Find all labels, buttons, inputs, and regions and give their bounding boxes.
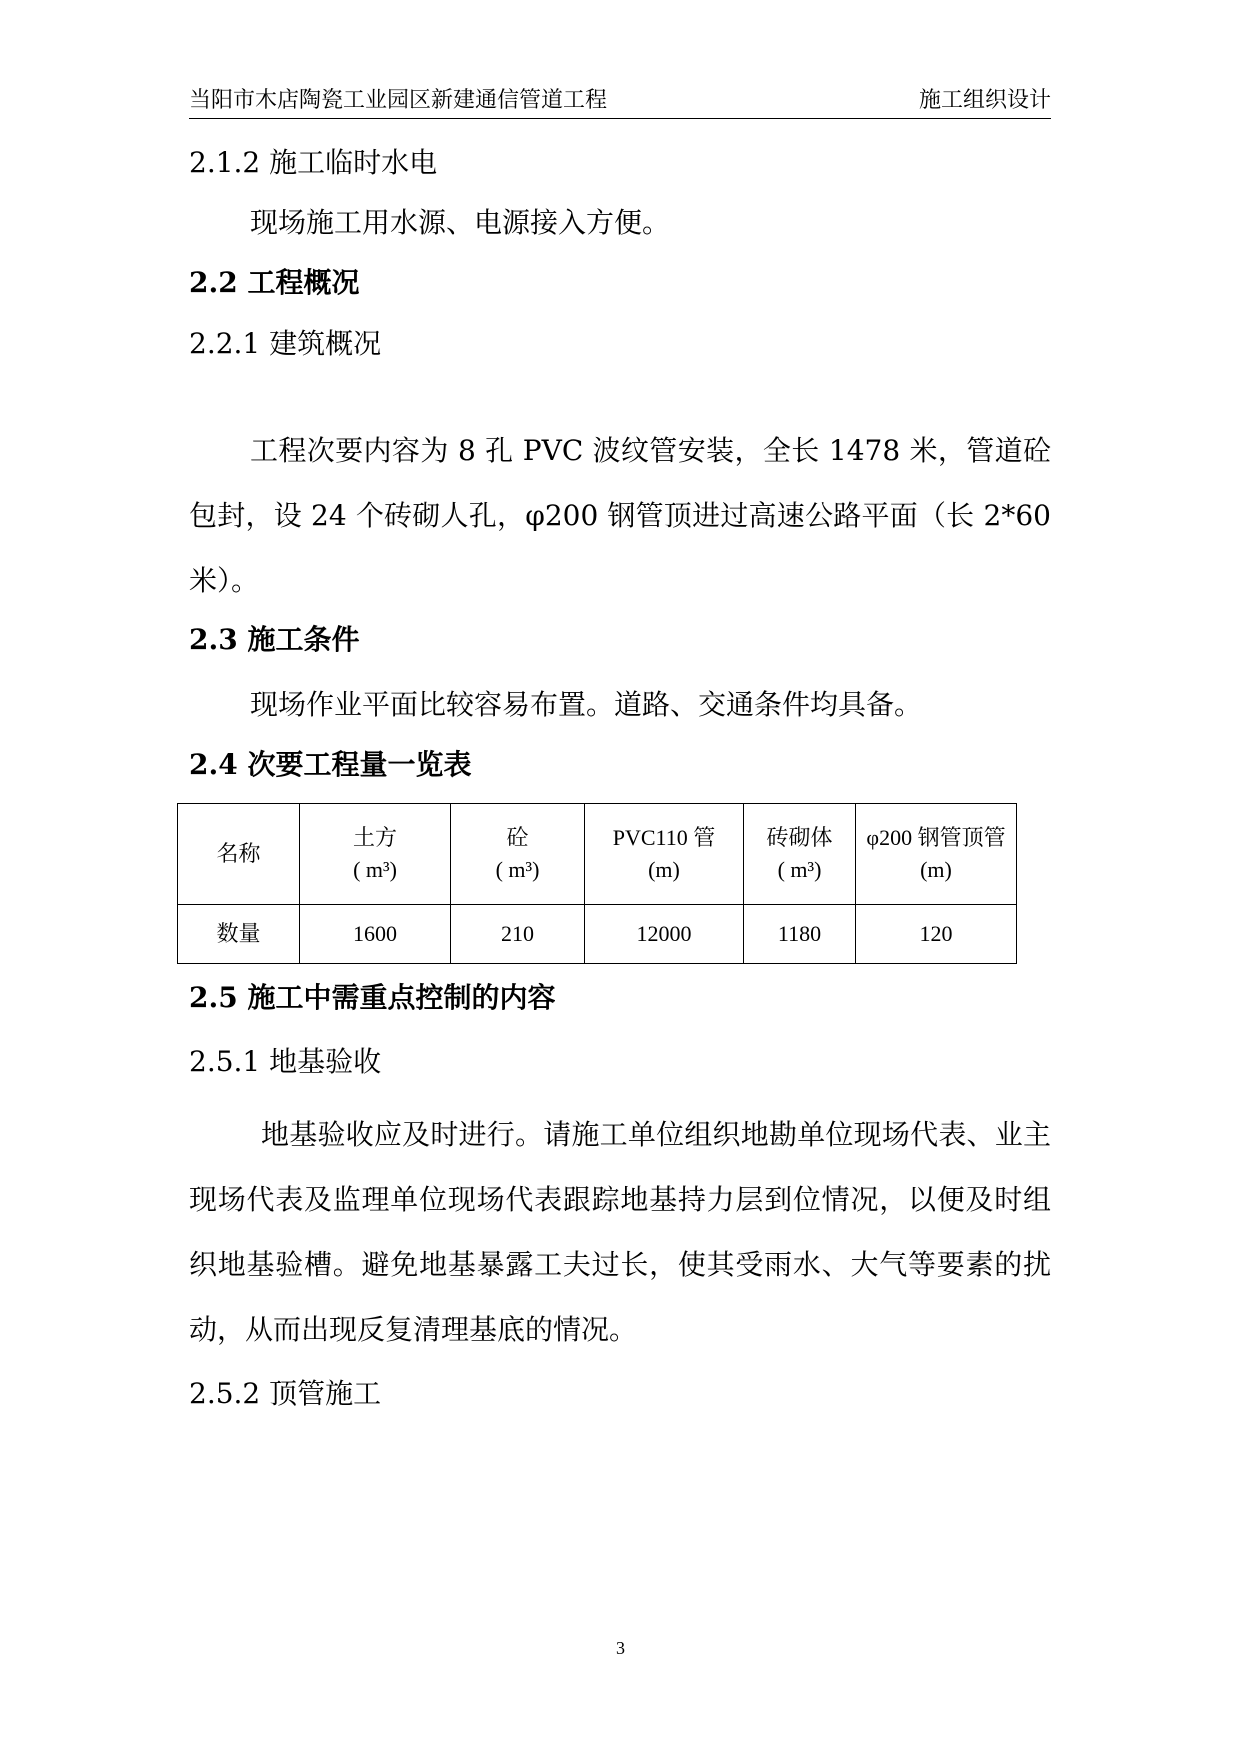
heading-2-3: 2.3 施工条件 <box>189 623 360 656</box>
table-header-cell: PVC110 管 (m) <box>585 804 744 905</box>
table-cell: 1600 <box>300 905 451 964</box>
table-header-cell: 砖砌体 ( m³) <box>744 804 856 905</box>
heading-2-4: 2.4 次要工程量一览表 <box>189 748 472 781</box>
quantity-table <box>177 803 1017 964</box>
paragraph-2-5-1: 地基验收应及时进行。请施工单位组织地勘单位现场代表、业主现场代表及监理单位现场代表跟踪地基持力层到位情况，以便及时组织地基验槽。避免地基暴露工夫过长，使其受雨水、大气等要素的扰动，从而出现反复清理基底的情况。 <box>189 1118 1051 1346</box>
page-header <box>189 84 1051 119</box>
page-number: 3 <box>616 1638 625 1658</box>
heading-2-5: 2.5 施工中需重点控制的内容 <box>189 981 556 1014</box>
table-cell: 1180 <box>744 905 856 964</box>
table-header-row <box>178 804 1017 905</box>
heading-2-2: 2.2 工程概况 <box>189 266 360 299</box>
table-cell: 120 <box>856 905 1017 964</box>
table-header-cell: 土方 ( m³) <box>300 804 451 905</box>
table-header-cell: φ200 钢管顶管 (m) <box>856 804 1017 905</box>
table-row <box>178 905 1017 964</box>
paragraph-2-3: 现场作业平面比较容易布置。道路、交通条件均具备。 <box>250 688 923 721</box>
header-project-title: 当阳市木店陶瓷工业园区新建通信管道工程 <box>189 88 608 113</box>
table-header-cell: 名称 <box>178 804 300 905</box>
heading-2-5-1: 2.5.1 地基验收 <box>189 1045 382 1078</box>
heading-2-2-1: 2.2.1 建筑概况 <box>189 327 382 360</box>
table-cell: 210 <box>451 905 585 964</box>
table-cell: 12000 <box>585 905 744 964</box>
table-header-cell: 砼 ( m³) <box>451 804 585 905</box>
heading-2-1-2: 2.1.2 施工临时水电 <box>189 146 438 179</box>
paragraph-2-2-1: 工程次要内容为 8 孔 PVC 波纹管安装，全长 1478 米，管道砼包封，设 24 个砖砌人孔，φ200 钢管顶进过高速公路平面（长 2*60 米）。 <box>189 434 1051 597</box>
paragraph-2-1-2: 现场施工用水源、电源接入方便。 <box>250 206 671 239</box>
table-cell: 数量 <box>178 905 300 964</box>
header-document-type: 施工组织设计 <box>918 88 1051 113</box>
heading-2-5-2: 2.5.2 顶管施工 <box>189 1377 382 1410</box>
